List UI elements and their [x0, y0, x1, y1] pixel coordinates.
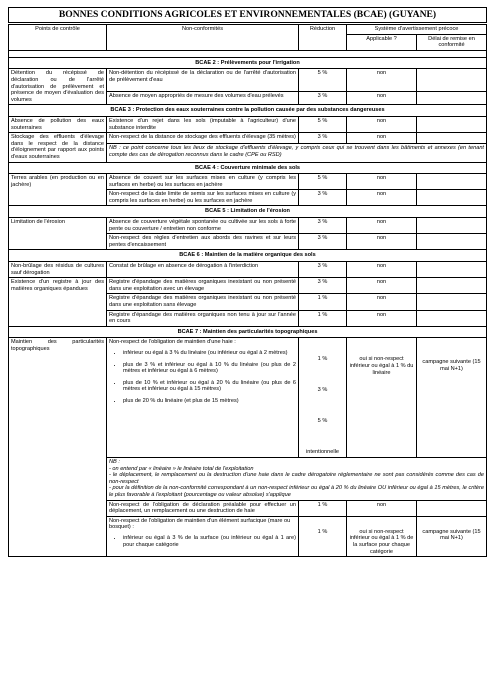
nb-note: NB : ce point concerne tous les lieux de stockage d'effluents d'élevage, y compris ceux qui se trouvent dans les bâtiments et annexes (en tenant compte des cas de dérogation reconnus dans le cadre (CPE ou RSD): [107, 144, 487, 162]
point-bcae2: Détention du récépissé de déclaration ou de l'arrêté d'autorisation de prélèvement et présence de moyen d'évaluation des volumes: [9, 69, 107, 105]
delai-cell: [417, 310, 487, 326]
applicable-cell: non: [347, 234, 417, 250]
nb-heading: NB :: [109, 458, 120, 465]
surface-list: [109, 535, 296, 548]
header-points: Points de contrôle: [9, 25, 107, 51]
point-bcae4: Terres arables (en production ou en jachère): [9, 174, 107, 206]
point-bcae3-stockage: Stockage des effluents d'élevage dans le respect de la distance d'éloignement par rapport aux points d'eaux souterraines: [9, 133, 107, 162]
nonconf-cell: Registre d'épandage des matières organiques inexistant ou non présenté dans une exploitation avec un élevage: [107, 278, 299, 294]
gap: [301, 518, 344, 529]
applicable-cell: non: [347, 262, 417, 278]
applicable-cell: non: [347, 278, 417, 294]
reduction-cell: 3 %: [299, 234, 347, 250]
delai-value: campagne suivante (15 mai N+1): [422, 528, 481, 542]
reduction-cell: 1 %: [299, 294, 347, 310]
document-title: BONNES CONDITIONS AGRICOLES ET ENVIRONNEMENTALES (BCAE) (GUYANE): [8, 7, 487, 23]
reduction-value: 3 %: [317, 387, 328, 394]
bcae-table: [8, 24, 487, 557]
delai-cell: [417, 133, 487, 144]
haie-item-4: • plus de 20 % du linéaire (et plus de 15 mètres): [123, 398, 296, 405]
nb-line: - pour la définition de la non-conformité correspondant à un non-respect inférieur ou égal à 20 % du linéaire OU inférieur ou égal à 15 mètres, le critère le plus favorable à l'exploitant (pourcentage ou valeur absolue) s'applique: [109, 485, 484, 498]
reduction-value: 5 %: [317, 418, 328, 425]
point-bcae5: Limitation de l'érosion: [9, 218, 107, 250]
applicable-cell: non: [347, 310, 417, 326]
section-bcae5: BCAE 5 : Limitation de l'érosion: [9, 206, 487, 218]
point-bcae6-brulage: Non-brûlage des résidus de cultures sauf dérogation: [9, 262, 107, 278]
nonconf-cell: Non-respect des règles d'entretien aux abords des ravines et sur leurs pentes d'encaissement: [107, 234, 299, 250]
reduction-value: 1 %: [317, 528, 328, 535]
haie-delai: [417, 338, 487, 458]
reduction-cell: 3 %: [299, 190, 347, 206]
delai-cell: [417, 91, 487, 104]
nonconf-cell: Non-respect de l'obligation de déclaration préalable pour effectuer un déplacement, un remplacement ou une destruction de haie: [107, 500, 299, 516]
reduction-value: intentionnelle: [306, 449, 339, 456]
reduction-cell: 1 %: [299, 500, 347, 516]
reduction-cell: 5 %: [299, 174, 347, 190]
section-bcae3: BCAE 3 : Protection des eaux souterraines contre la pollution causée par des substances dangereuses: [9, 105, 487, 117]
reduction-cell: 5 %: [299, 69, 347, 92]
applicable-cell: non: [347, 133, 417, 144]
delai-cell: [417, 500, 487, 516]
section-bcae4: BCAE 4 : Couverture minimale des sols: [9, 162, 487, 174]
reduction-cell: 3 %: [299, 218, 347, 234]
reduction-cell: 3 %: [299, 91, 347, 104]
reduction-cell: 3 %: [299, 133, 347, 144]
surface-heading: Non-respect de l'obligation de maintien d'un élément surfacique (mare ou bosquet) :: [109, 517, 291, 531]
applicable-value: oui si non-respect inférieur ou égal à 1 % de la surface pour chaque catégorie: [349, 528, 414, 555]
delai-cell: [417, 116, 487, 132]
nonconf-cell: Registre d'épandage des matières organiques inexistant ou non présenté dans une exploitation sans élevage: [107, 294, 299, 310]
delai-cell: [417, 190, 487, 206]
delai-cell: [417, 69, 487, 92]
reduction-cell: 3 %: [299, 278, 347, 294]
haie-item-1: • inférieur ou égal à 3 % du linéaire (ou inférieur ou égal à 2 mètres): [123, 350, 296, 357]
surface-item-1: • inférieur ou égal à 3 % de la surface (ou inférieur ou égal à 1 are) pour chaque catégorie: [123, 535, 296, 548]
point-bcae7: Maintien des particularités topographiques: [9, 338, 107, 557]
nonconf-cell: Non-respect de la distance de stockage des effluents d'élevage (35 mètres): [107, 133, 299, 144]
nb-line: - on entend par « linéaire » le linéaire total de l'exploitation: [109, 465, 254, 472]
nb-haie-note: [107, 457, 487, 500]
delai-cell: [417, 278, 487, 294]
surface-applicable: [347, 516, 417, 556]
nonconf-cell: Absence de moyen appropriés de mesure des volumes d'eau prélevés: [107, 91, 299, 104]
delai-value: campagne suivante (15 mai N+1): [422, 359, 481, 372]
haie-item-3: • plus de 10 % et inférieur ou égal à 20 % du linéaire (ou plus de 6 mètres et inférieur ou égal à 15 mètres): [123, 380, 296, 393]
gap: [301, 339, 344, 356]
delai-cell: [417, 262, 487, 278]
applicable-cell: non: [347, 116, 417, 132]
gap: [349, 339, 414, 356]
header-delai: Délai de remise en conformité: [417, 34, 487, 50]
header-reduction: Réduction: [299, 25, 347, 51]
nonconf-cell: Registre d'épandage des matières organiques non tenu à jour sur l'année en cours: [107, 310, 299, 326]
reduction-cell: 3 %: [299, 262, 347, 278]
delai-cell: [417, 174, 487, 190]
section-bcae7: BCAE 7 : Maintien des particularités topographiques: [9, 326, 487, 338]
applicable-cell: non: [347, 91, 417, 104]
nonconf-cell: Non-respect de la date limite de semis sur les surfaces mises en culture (y compris les surfaces en herbe) ou les surfaces en jachère: [107, 190, 299, 206]
reduction-value: 1 %: [317, 356, 328, 363]
section-bcae2: BCAE 2 : Prélèvements pour l'irrigation: [9, 57, 487, 69]
delai-cell: [417, 234, 487, 250]
spacer: [9, 50, 487, 57]
nonconf-cell: Absence de couverture végétale spontanée ou cultivée sur les sols à forte pente ou couverture / entretien non conforme: [107, 218, 299, 234]
delai-cell: [417, 294, 487, 310]
nonconf-cell: Absence de couvert sur les surfaces mises en culture (y compris les surfaces en herbe) ou les surfaces en jachère: [107, 174, 299, 190]
haie-block: [107, 338, 299, 458]
gap: [349, 518, 414, 529]
applicable-cell: non: [347, 294, 417, 310]
reduction-cell: 1 %: [299, 310, 347, 326]
reduction-cell: 5 %: [299, 116, 347, 132]
surface-delai: [417, 516, 487, 556]
nb-line: - le déplacement, le remplacement ou la destruction d'une haie dans le cadre dérogatoire réglementaire ne sont pas considérés comme des cas de non-respect: [109, 472, 484, 485]
nonconf-cell: Constat de brûlage en absence de dérogation à l'interdiction: [107, 262, 299, 278]
applicable-cell: non: [347, 174, 417, 190]
applicable-cell: non: [347, 218, 417, 234]
haie-reductions: [299, 338, 347, 458]
haie-applicable: [347, 338, 417, 458]
header-nonconf: Non-conformités: [107, 25, 299, 51]
surface-reduction: [299, 516, 347, 556]
section-bcae6: BCAE 6 : Maintien de la matière organique des sols: [9, 250, 487, 262]
haie-heading: Non-respect de l'obligation de maintien d'une haie :: [109, 339, 236, 346]
applicable-cell: non: [347, 500, 417, 516]
applicable-cell: non: [347, 190, 417, 206]
delai-cell: [417, 218, 487, 234]
applicable-value: oui si non-respect inférieur ou égal à 1 % du linéaire: [349, 356, 414, 376]
haie-item-2: • plus de 3 % et inférieur ou égal à 10 % du linéaire (ou plus de 2 mètres et inférieur ou égal à 6 mètres): [123, 362, 296, 375]
applicable-cell: non: [347, 69, 417, 92]
gap: [419, 339, 484, 359]
nonconf-cell: Non-détention du récépissé de la déclaration ou de l'arrêté d'autorisation de prélèvement d'eau: [107, 69, 299, 92]
surface-block: [107, 516, 299, 556]
gap: [419, 518, 484, 529]
header-applicable: Applicable ?: [347, 34, 417, 50]
nonconf-cell: Existence d'un rejet dans les sols (imputable à l'agriculteur) d'une substance interdite: [107, 116, 299, 132]
header-systeme: Système d'avertissement précoce: [347, 25, 487, 35]
point-bcae6-registre: Existence d'un registre à jour des matières organiques épandues: [9, 278, 107, 327]
point-bcae3-pollution: Absence de pollution des eaux souterraines: [9, 116, 107, 132]
haie-list: [109, 350, 296, 405]
